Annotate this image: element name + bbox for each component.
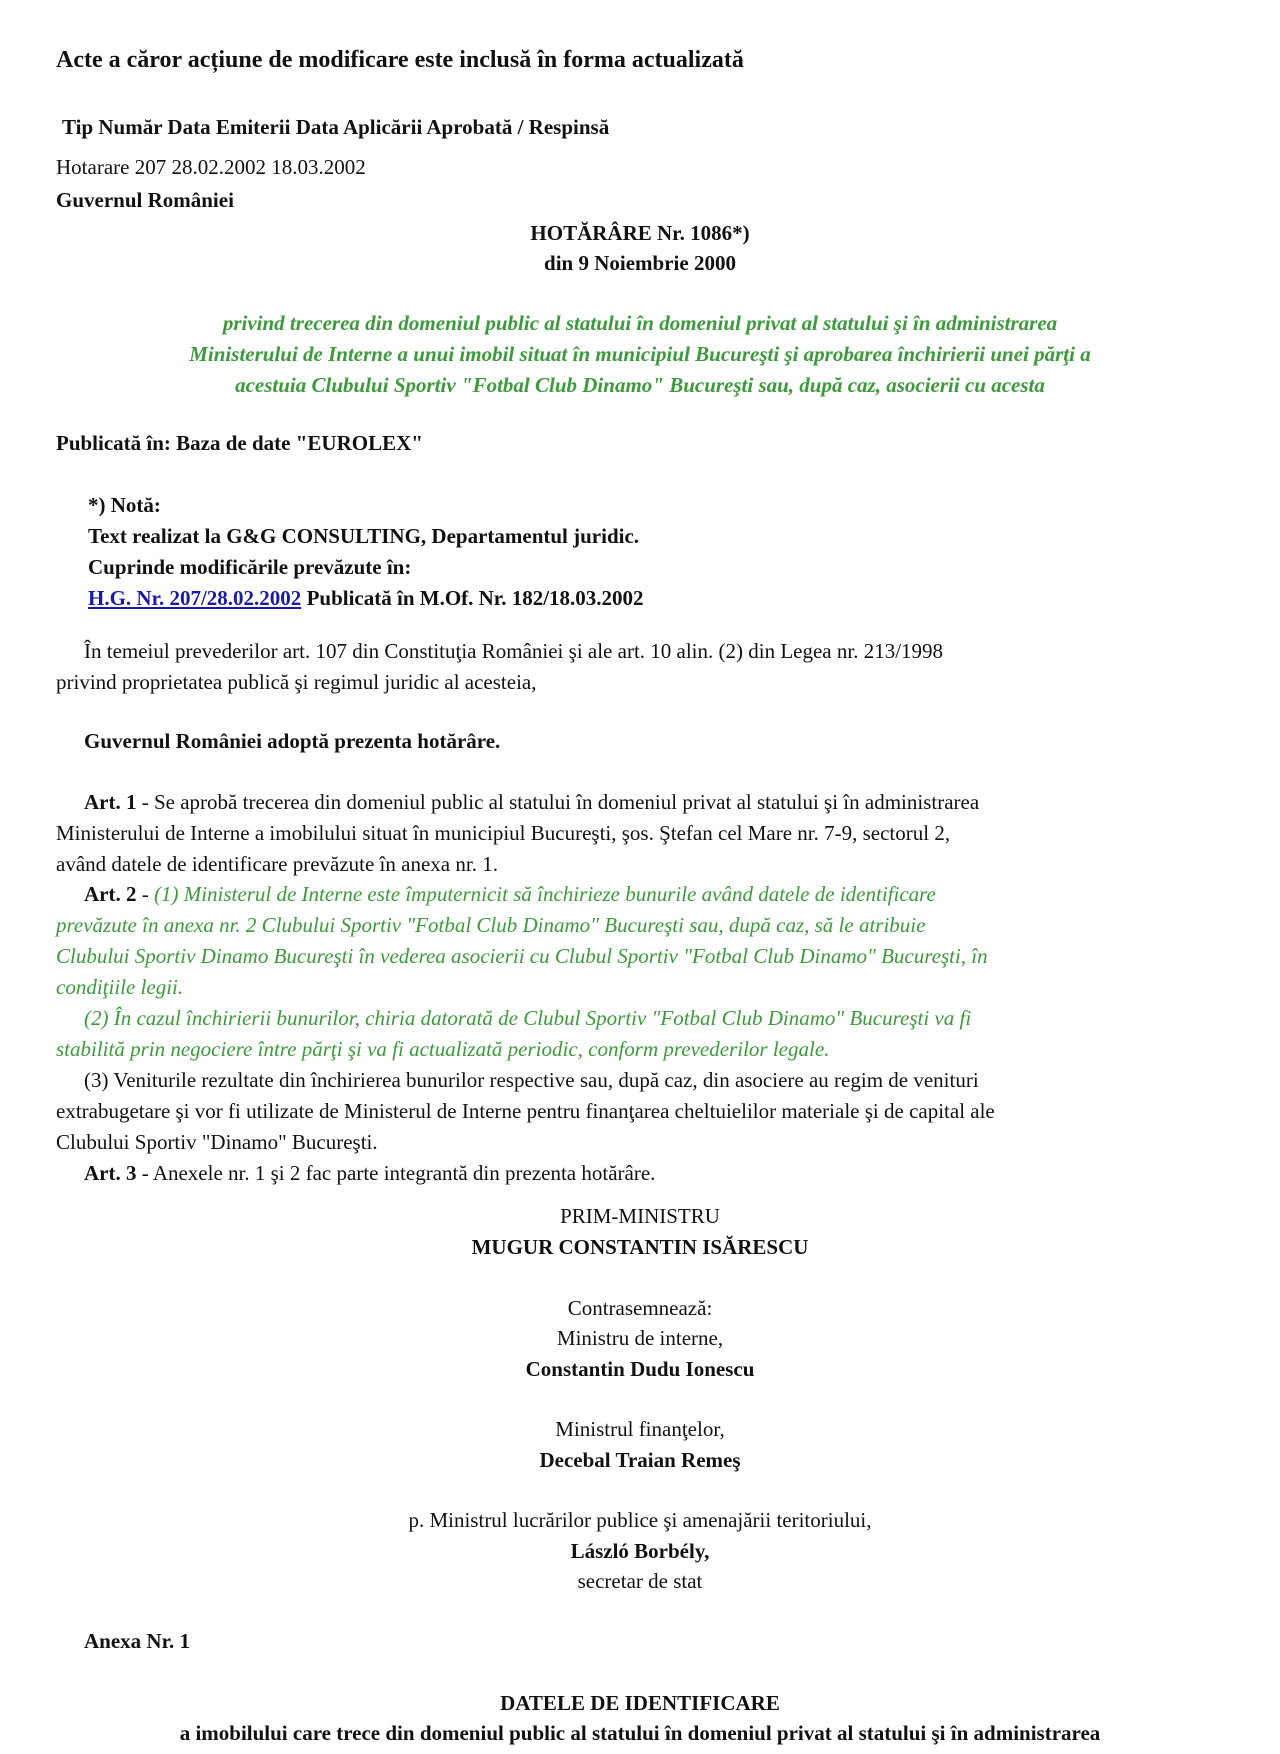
finance-minister-role: Ministrul finanţelor, (555, 1417, 725, 1441)
art2-label: Art. 2 (84, 882, 137, 906)
art2-paragraph-1: (1) Ministerul de Interne este împuternicit să închirieze bunurile având datele de identificare (153, 882, 936, 906)
annex-subtitle: a imobilului care trece din domeniul public al statului în domeniul privat al statului şi în administrarea (179, 1721, 1101, 1745)
note-line: Cuprinde modificările prevăzute în: (88, 555, 412, 579)
hg-207-link[interactable]: H.G. Nr. 207/28.02.2002 (88, 586, 302, 610)
adoption-statement: Guvernul României adoptă prezenta hotărâre. (84, 729, 501, 753)
preamble-line: privind proprietatea publică şi regimul juridic al acesteia, (56, 670, 537, 694)
art1-label: Art. 1 (84, 790, 137, 814)
note-block (56, 490, 1258, 614)
art3-text: - Anexele nr. 1 şi 2 fac parte integrantă din prezenta hotărâre. (136, 1161, 656, 1185)
issuer: Guvernul României (56, 188, 234, 212)
art1-text: având datele de identificare prevăzute în anexa nr. 1. (56, 852, 498, 876)
art2-paragraph-1: prevăzute în anexa nr. 2 Clubului Sportiv "Fotbal Club Dinamo" Bucureşti sau, după caz, să le atribuie (56, 913, 926, 937)
works-minister-role: p. Ministrul lucrărilor publice şi amenajării teritoriului, (408, 1508, 872, 1532)
preamble (56, 636, 1226, 698)
preamble-line: În temeiul prevederilor art. 107 din Constituţia României şi ale art. 10 alin. (2) din Legea nr. 213/1998 (84, 639, 944, 663)
annex-title: DATELE DE IDENTIFICARE (500, 1691, 780, 1715)
note-label: *) Notă: (88, 493, 161, 517)
works-minister-title: secretar de stat (577, 1569, 703, 1593)
note-line: Text realizat la G&G CONSULTING, Departamentul juridic. (88, 524, 640, 548)
works-minister-name: László Borbély, (570, 1539, 710, 1563)
art2-paragraph-2: stabilită prin negociere între părţi şi va fi actualizată periodic, conform prevederilor legale. (56, 1037, 830, 1061)
art1-text: Ministerului de Interne a imobilului situat în municipiul Bucureşti, şos. Ştefan cel Mare nr. 7-9, sectorul 2, (56, 821, 951, 845)
pm-name: MUGUR CONSTANTIN ISĂRESCU (471, 1235, 809, 1259)
subject-line: acestuia Clubului Sportiv "Fotbal Club Dinamo" Bucureşti sau, după caz, asocierii cu acesta (235, 373, 1045, 397)
decision-date: din 9 Noiembrie 2000 (544, 251, 736, 275)
article-2 (56, 879, 1226, 1189)
decision-number: HOTĂRÂRE Nr. 1086*) (530, 221, 750, 245)
interior-minister-role: Ministru de interne, (556, 1326, 724, 1350)
acts-table-header: Tip Număr Data Emiterii Data Aplicării Aprobată / Respinsă (62, 115, 610, 139)
pm-title: PRIM-MINISTRU (560, 1204, 720, 1228)
subject-line: privind trecerea din domeniul public al statului în domeniul privat al statului şi în administrarea (222, 311, 1058, 335)
article-1 (56, 787, 1226, 880)
subject-line: Ministerului de Interne a unui imobil situat în municipiul Bucureşti şi aprobarea închirierii unei părţi a (189, 342, 1091, 366)
art2-dash: - (136, 882, 154, 906)
note-reference (88, 583, 1258, 614)
art2-paragraph-3: (3) Veniturile rezultate din închirierea bunurilor respective sau, după caz, din asociere au regim de venituri (84, 1068, 979, 1092)
decision-subject (50, 308, 1230, 401)
art2-paragraph-3: extrabugetare şi vor fi utilizate de Ministerul de Interne pentru finanţarea cheltuielilor materiale şi de capital ale (56, 1099, 995, 1123)
note-reference-suffix: Publicată în M.Of. Nr. 182/18.03.2002 (301, 586, 644, 610)
acts-table-row: Hotarare 207 28.02.2002 18.03.2002 (56, 155, 366, 179)
art2-paragraph-2: (2) În cazul închirierii bunurilor, chiria datorată de Clubul Sportiv "Fotbal Club Dinamo" Bucureşti va fi (84, 1006, 972, 1030)
art3-label: Art. 3 (84, 1161, 137, 1185)
art1-text: - Se aprobă trecerea din domeniul public al statului în domeniul privat al statului şi în administrarea (136, 790, 980, 814)
art2-paragraph-1: condiţiile legii. (56, 975, 184, 999)
art2-paragraph-1: Clubului Sportiv Dinamo Bucureşti în vederea asocierii cu Clubul Sportiv "Fotbal Club Dinamo" Bucureşti, în (56, 944, 988, 968)
acts-title: Acte a căror acțiune de modificare este inclusă în forma actualizată (56, 47, 744, 73)
countersign-label: Contrasemnează: (567, 1296, 713, 1320)
published-in: Publicată în: Baza de date "EUROLEX" (56, 431, 423, 455)
finance-minister-name: Decebal Traian Remeş (539, 1448, 741, 1472)
art2-paragraph-3: Clubului Sportiv "Dinamo" Bucureşti. (56, 1130, 378, 1154)
interior-minister-name: Constantin Dudu Ionescu (525, 1357, 755, 1381)
annex-label: Anexa Nr. 1 (84, 1629, 190, 1653)
